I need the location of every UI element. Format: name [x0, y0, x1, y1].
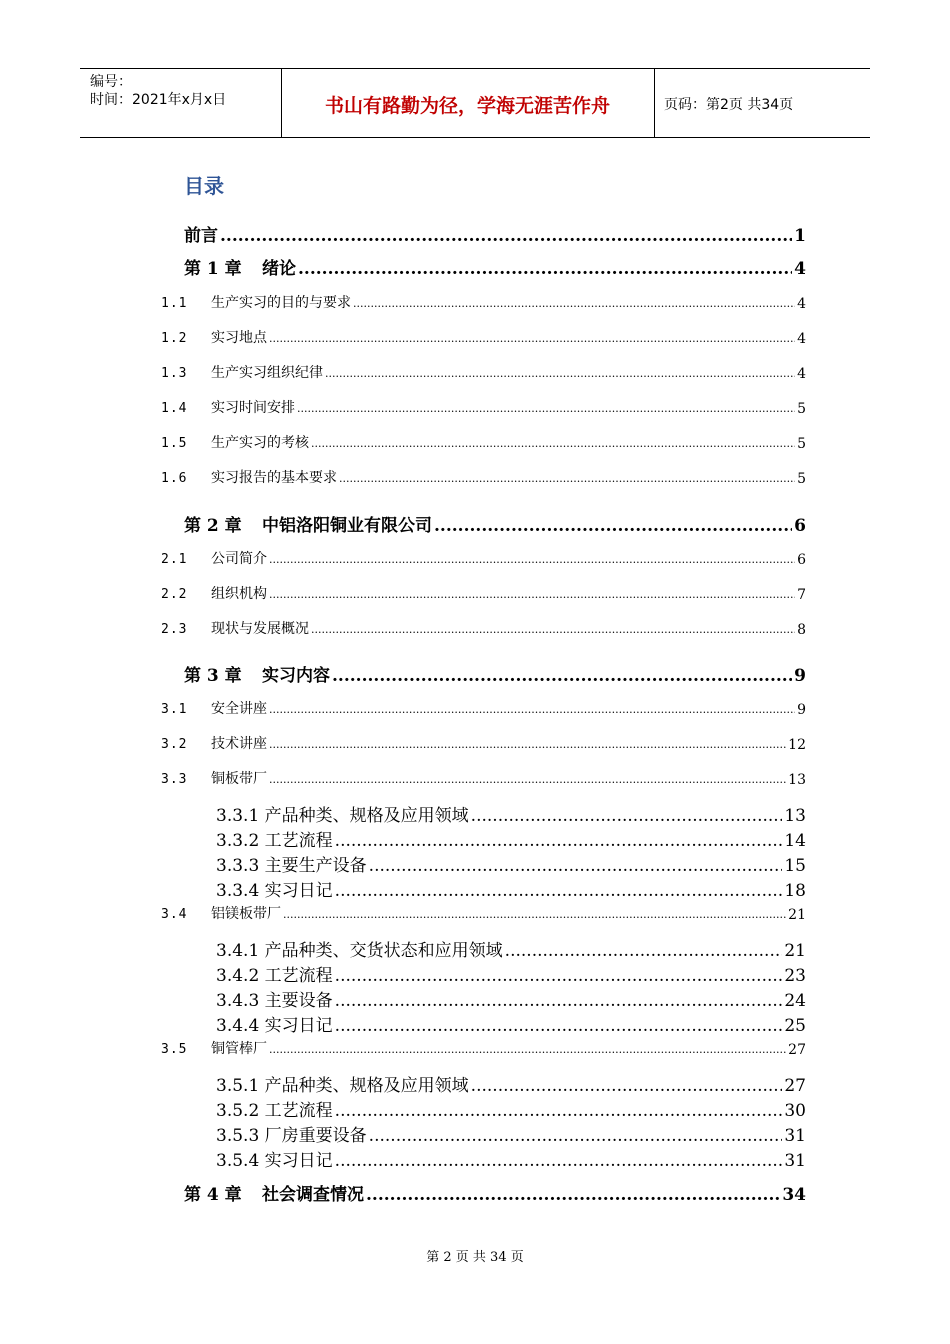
- toc-entry-label: 生产实习的目的与要求: [211, 295, 351, 311]
- toc-entry-page: 5: [797, 436, 806, 452]
- toc-entry-number: 第 4 章: [184, 1185, 242, 1205]
- toc-entry-label: 工艺流程: [264, 831, 333, 851]
- toc-dot-leader: [335, 1105, 783, 1122]
- doc-time-label: 时间：2021年x月x日: [90, 92, 227, 108]
- toc-entry-number: 3.4.1: [216, 941, 265, 961]
- toc-entry[interactable]: [216, 965, 806, 987]
- toc-dot-leader: [298, 263, 792, 280]
- toc-entry-page: 4: [794, 259, 806, 279]
- toc-entry-label: 实习内容: [262, 666, 330, 686]
- toc-entry-number: 3.3: [161, 772, 188, 787]
- toc-entry-page: 9: [794, 666, 806, 686]
- toc-entry-label: 技术讲座: [211, 736, 267, 752]
- toc-entry[interactable]: [161, 399, 806, 418]
- toc-entry-label: 铝镁板带厂: [211, 906, 281, 922]
- toc-dot-leader: [335, 995, 783, 1012]
- toc-entry[interactable]: [161, 700, 806, 719]
- toc-entry-title: [216, 805, 469, 827]
- toc-entry-page: 34: [782, 1185, 806, 1205]
- toc-dot-leader: [269, 590, 795, 604]
- toc-entry-title: [216, 1075, 469, 1097]
- toc-entry-title: [184, 515, 432, 537]
- toc-entry-number: 第 1 章: [184, 259, 242, 279]
- toc-entry[interactable]: [184, 1184, 806, 1206]
- toc-entry[interactable]: [216, 1015, 806, 1037]
- toc-entry-label: 现状与发展概况: [211, 621, 309, 637]
- toc-entry[interactable]: [216, 830, 806, 852]
- toc-entry-page: 4: [797, 331, 806, 347]
- toc-dot-leader: [269, 705, 795, 719]
- toc-entry-page: 30: [784, 1101, 806, 1121]
- toc-dot-leader: [335, 885, 783, 902]
- toc-entry-title: [161, 399, 295, 418]
- toc-entry-number: 1.5: [161, 436, 188, 451]
- toc-dot-leader: [311, 439, 795, 453]
- toc-entry-number: 1.2: [161, 331, 188, 346]
- toc-entry-title: [216, 1150, 333, 1172]
- toc-entry[interactable]: [161, 469, 806, 488]
- toc-entry-title: [216, 1015, 333, 1037]
- toc-entry-number: 2.1: [161, 552, 188, 567]
- toc-entry-page: 7: [797, 587, 806, 603]
- toc-entry[interactable]: [161, 550, 806, 569]
- toc-entry-label: 实习地点: [211, 330, 267, 346]
- toc-entry[interactable]: [161, 329, 806, 348]
- toc-entry[interactable]: [216, 880, 806, 902]
- toc-entry-number: 3.3.2: [216, 831, 265, 851]
- toc-entry-label: 社会调查情况: [262, 1185, 364, 1205]
- toc-entry-page: 4: [797, 366, 806, 382]
- toc-entry-label: 实习时间安排: [211, 400, 295, 416]
- toc-entry[interactable]: [184, 225, 806, 247]
- toc-entry-number: 第 3 章: [184, 666, 242, 686]
- toc-dot-leader: [283, 910, 786, 924]
- toc-dot-leader: [505, 945, 783, 962]
- toc-entry-title: [161, 770, 267, 789]
- toc-entry-number: 1.6: [161, 471, 188, 486]
- toc-entry-label: 绪论: [262, 259, 296, 279]
- toc-entry-page: 4: [797, 296, 806, 312]
- toc-dot-leader: [471, 810, 783, 827]
- toc-entry-label: 公司简介: [211, 551, 267, 567]
- toc-entry-label: 前言: [184, 226, 218, 246]
- header-divider: [654, 69, 655, 137]
- toc-entry-page: 6: [794, 516, 806, 536]
- toc-dot-leader: [325, 369, 795, 383]
- toc-entry-label: 实习日记: [264, 881, 333, 901]
- toc-entry[interactable]: [216, 1100, 806, 1122]
- toc-dot-leader: [369, 860, 783, 877]
- toc-entry-title: [161, 329, 267, 348]
- toc-entry-number: 3.5.4: [216, 1151, 265, 1171]
- toc-entry[interactable]: [216, 855, 806, 877]
- toc-entry-title: [216, 1125, 367, 1147]
- toc-dot-leader: [339, 474, 795, 488]
- toc-entry-title: [161, 469, 337, 488]
- toc-entry-title: [161, 550, 267, 569]
- toc-entry-title: [161, 585, 267, 604]
- toc-entry[interactable]: [161, 585, 806, 604]
- toc-entry-number: 3.4.3: [216, 991, 265, 1011]
- toc-entry-label: 实习日记: [264, 1016, 333, 1036]
- toc-dot-leader: [335, 1020, 783, 1037]
- toc-entry[interactable]: [184, 515, 806, 537]
- toc-entry-title: [161, 905, 281, 924]
- toc-dot-leader: [220, 230, 792, 247]
- toc-dot-leader: [269, 1045, 786, 1059]
- toc-dot-leader: [366, 1189, 780, 1206]
- header-page-info: 页码：第2页 共34页: [664, 97, 794, 113]
- toc-entry-title: [216, 880, 333, 902]
- toc-dot-leader: [269, 740, 786, 754]
- toc-entry-number: 1.4: [161, 401, 188, 416]
- toc-entry-label: 主要生产设备: [264, 856, 367, 876]
- toc-entry-page: 14: [784, 831, 806, 851]
- toc-entry[interactable]: [161, 905, 806, 924]
- toc-entry-page: 13: [784, 806, 806, 826]
- toc-dot-leader: [335, 835, 783, 852]
- toc-entry[interactable]: [216, 940, 806, 962]
- toc-entry-page: 9: [797, 702, 806, 718]
- toc-entry-label: 中铝洛阳铜业有限公司: [262, 516, 432, 536]
- toc-entry-number: 3.5.3: [216, 1126, 265, 1146]
- toc-entry-label: 生产实习组织纪律: [211, 365, 323, 381]
- toc-entry-label: 生产实习的考核: [211, 435, 309, 451]
- toc-entry-label: 铜板带厂: [211, 771, 267, 787]
- toc-entry-page: 21: [788, 907, 806, 923]
- toc-entry-number: 3.3.1: [216, 806, 265, 826]
- toc-entry-title: [161, 294, 351, 313]
- toc-entry-title: [216, 1100, 333, 1122]
- toc-entry[interactable]: [161, 770, 806, 789]
- toc-entry-title: [161, 620, 309, 639]
- toc-entry[interactable]: [161, 364, 806, 383]
- toc-entry-label: 组织机构: [211, 586, 267, 602]
- toc-entry-label: 实习日记: [264, 1151, 333, 1171]
- toc-title: 目录: [184, 174, 224, 198]
- toc-entry-page: 27: [788, 1042, 806, 1058]
- toc-entry-number: 1.3: [161, 366, 188, 381]
- toc-entry-page: 1: [794, 226, 806, 246]
- toc-entry-page: 31: [784, 1151, 806, 1171]
- toc-entry-title: [184, 665, 330, 687]
- toc-entry-number: 3.3.3: [216, 856, 265, 876]
- toc-entry[interactable]: [184, 665, 806, 687]
- toc-entry[interactable]: [161, 620, 806, 639]
- toc-entry-page: 31: [784, 1126, 806, 1146]
- toc-entry-label: 产品种类、规格及应用领域: [264, 806, 469, 826]
- toc-entry-label: 工艺流程: [264, 1101, 333, 1121]
- toc-entry-page: 15: [784, 856, 806, 876]
- toc-entry-page: 27: [784, 1076, 806, 1096]
- toc-entry-page: 23: [784, 966, 806, 986]
- toc-entry[interactable]: [216, 990, 806, 1012]
- toc-entry[interactable]: [216, 805, 806, 827]
- toc-entry-page: 24: [784, 991, 806, 1011]
- toc-entry-number: 3.5.1: [216, 1076, 265, 1096]
- toc-entry-number: 第 2 章: [184, 516, 242, 536]
- toc-entry-label: 产品种类、规格及应用领域: [264, 1076, 469, 1096]
- toc-entry-number: 3.4: [161, 907, 188, 922]
- toc-entry-number: 3.3.4: [216, 881, 265, 901]
- toc-entry[interactable]: [161, 434, 806, 453]
- toc-entry[interactable]: [216, 1150, 806, 1172]
- header-motto: 书山有路勤为径，学海无涯苦作舟: [324, 95, 610, 117]
- toc-entry-label: 厂房重要设备: [264, 1126, 367, 1146]
- page-header: [80, 68, 870, 138]
- page-footer: 第 2 页 共 34 页: [426, 1250, 524, 1265]
- toc-entry-page: 5: [797, 401, 806, 417]
- toc-dot-leader: [471, 1080, 783, 1097]
- header-meta-cell: [80, 69, 281, 137]
- toc-entry-label: 铜管棒厂: [211, 1041, 267, 1057]
- toc-entry-title: [216, 940, 503, 962]
- toc-entry-number: 3.5: [161, 1042, 188, 1057]
- toc-entry-page: 18: [784, 881, 806, 901]
- toc-entry-page: 13: [788, 772, 806, 788]
- toc-entry-page: 5: [797, 471, 806, 487]
- toc-entry-number: 3.4.4: [216, 1016, 265, 1036]
- toc-entry-title: [161, 700, 267, 719]
- toc-entry-number: 1.1: [161, 296, 188, 311]
- toc-entry-label: 产品种类、交货状态和应用领域: [264, 941, 503, 961]
- toc-entry-label: 工艺流程: [264, 966, 333, 986]
- toc-entry-number: 2.2: [161, 587, 188, 602]
- toc-dot-leader: [335, 970, 783, 987]
- toc-dot-leader: [269, 334, 795, 348]
- doc-number-label: 编号：: [90, 74, 132, 90]
- toc-dot-leader: [269, 775, 786, 789]
- toc-entry[interactable]: [216, 1075, 806, 1097]
- toc-entry-page: 21: [784, 941, 806, 961]
- toc-entry-page: 6: [797, 552, 806, 568]
- toc-entry-label: 主要设备: [264, 991, 333, 1011]
- toc-entry-page: 8: [797, 622, 806, 638]
- toc-entry-label: 安全讲座: [211, 701, 267, 717]
- toc-dot-leader: [335, 1155, 783, 1172]
- toc-entry[interactable]: [184, 258, 806, 280]
- toc-entry-title: [161, 735, 267, 754]
- toc-entry-title: [216, 855, 367, 877]
- toc-entry-page: 25: [784, 1016, 806, 1036]
- toc-dot-leader: [353, 299, 795, 313]
- toc-entry-number: 3.5.2: [216, 1101, 265, 1121]
- toc-entry-title: [161, 1040, 267, 1059]
- toc-dot-leader: [297, 404, 795, 418]
- toc-dot-leader: [369, 1130, 783, 1147]
- toc-dot-leader: [332, 670, 792, 687]
- toc-entry-title: [216, 990, 333, 1012]
- toc-entry-label: 实习报告的基本要求: [211, 470, 337, 486]
- toc-entry-title: [161, 434, 309, 453]
- toc-entry-number: 3.4.2: [216, 966, 265, 986]
- toc-entry-title: [161, 364, 323, 383]
- toc-dot-leader: [269, 555, 795, 569]
- toc-entry-number: 3.2: [161, 737, 188, 752]
- toc-dot-leader: [311, 625, 795, 639]
- toc-entry-number: 2.3: [161, 622, 188, 637]
- toc-entry[interactable]: [161, 1040, 806, 1059]
- toc-entry-title: [184, 258, 296, 280]
- toc-entry-title: [216, 965, 333, 987]
- toc-entry[interactable]: [216, 1125, 806, 1147]
- toc-entry-title: [216, 830, 333, 852]
- toc-entry-title: [184, 225, 218, 247]
- toc-entry-title: [184, 1184, 364, 1206]
- toc-entry-number: 3.1: [161, 702, 188, 717]
- toc-dot-leader: [434, 520, 792, 537]
- toc-entry[interactable]: [161, 735, 806, 754]
- toc-entry[interactable]: [161, 294, 806, 313]
- toc-entry-page: 12: [788, 737, 806, 753]
